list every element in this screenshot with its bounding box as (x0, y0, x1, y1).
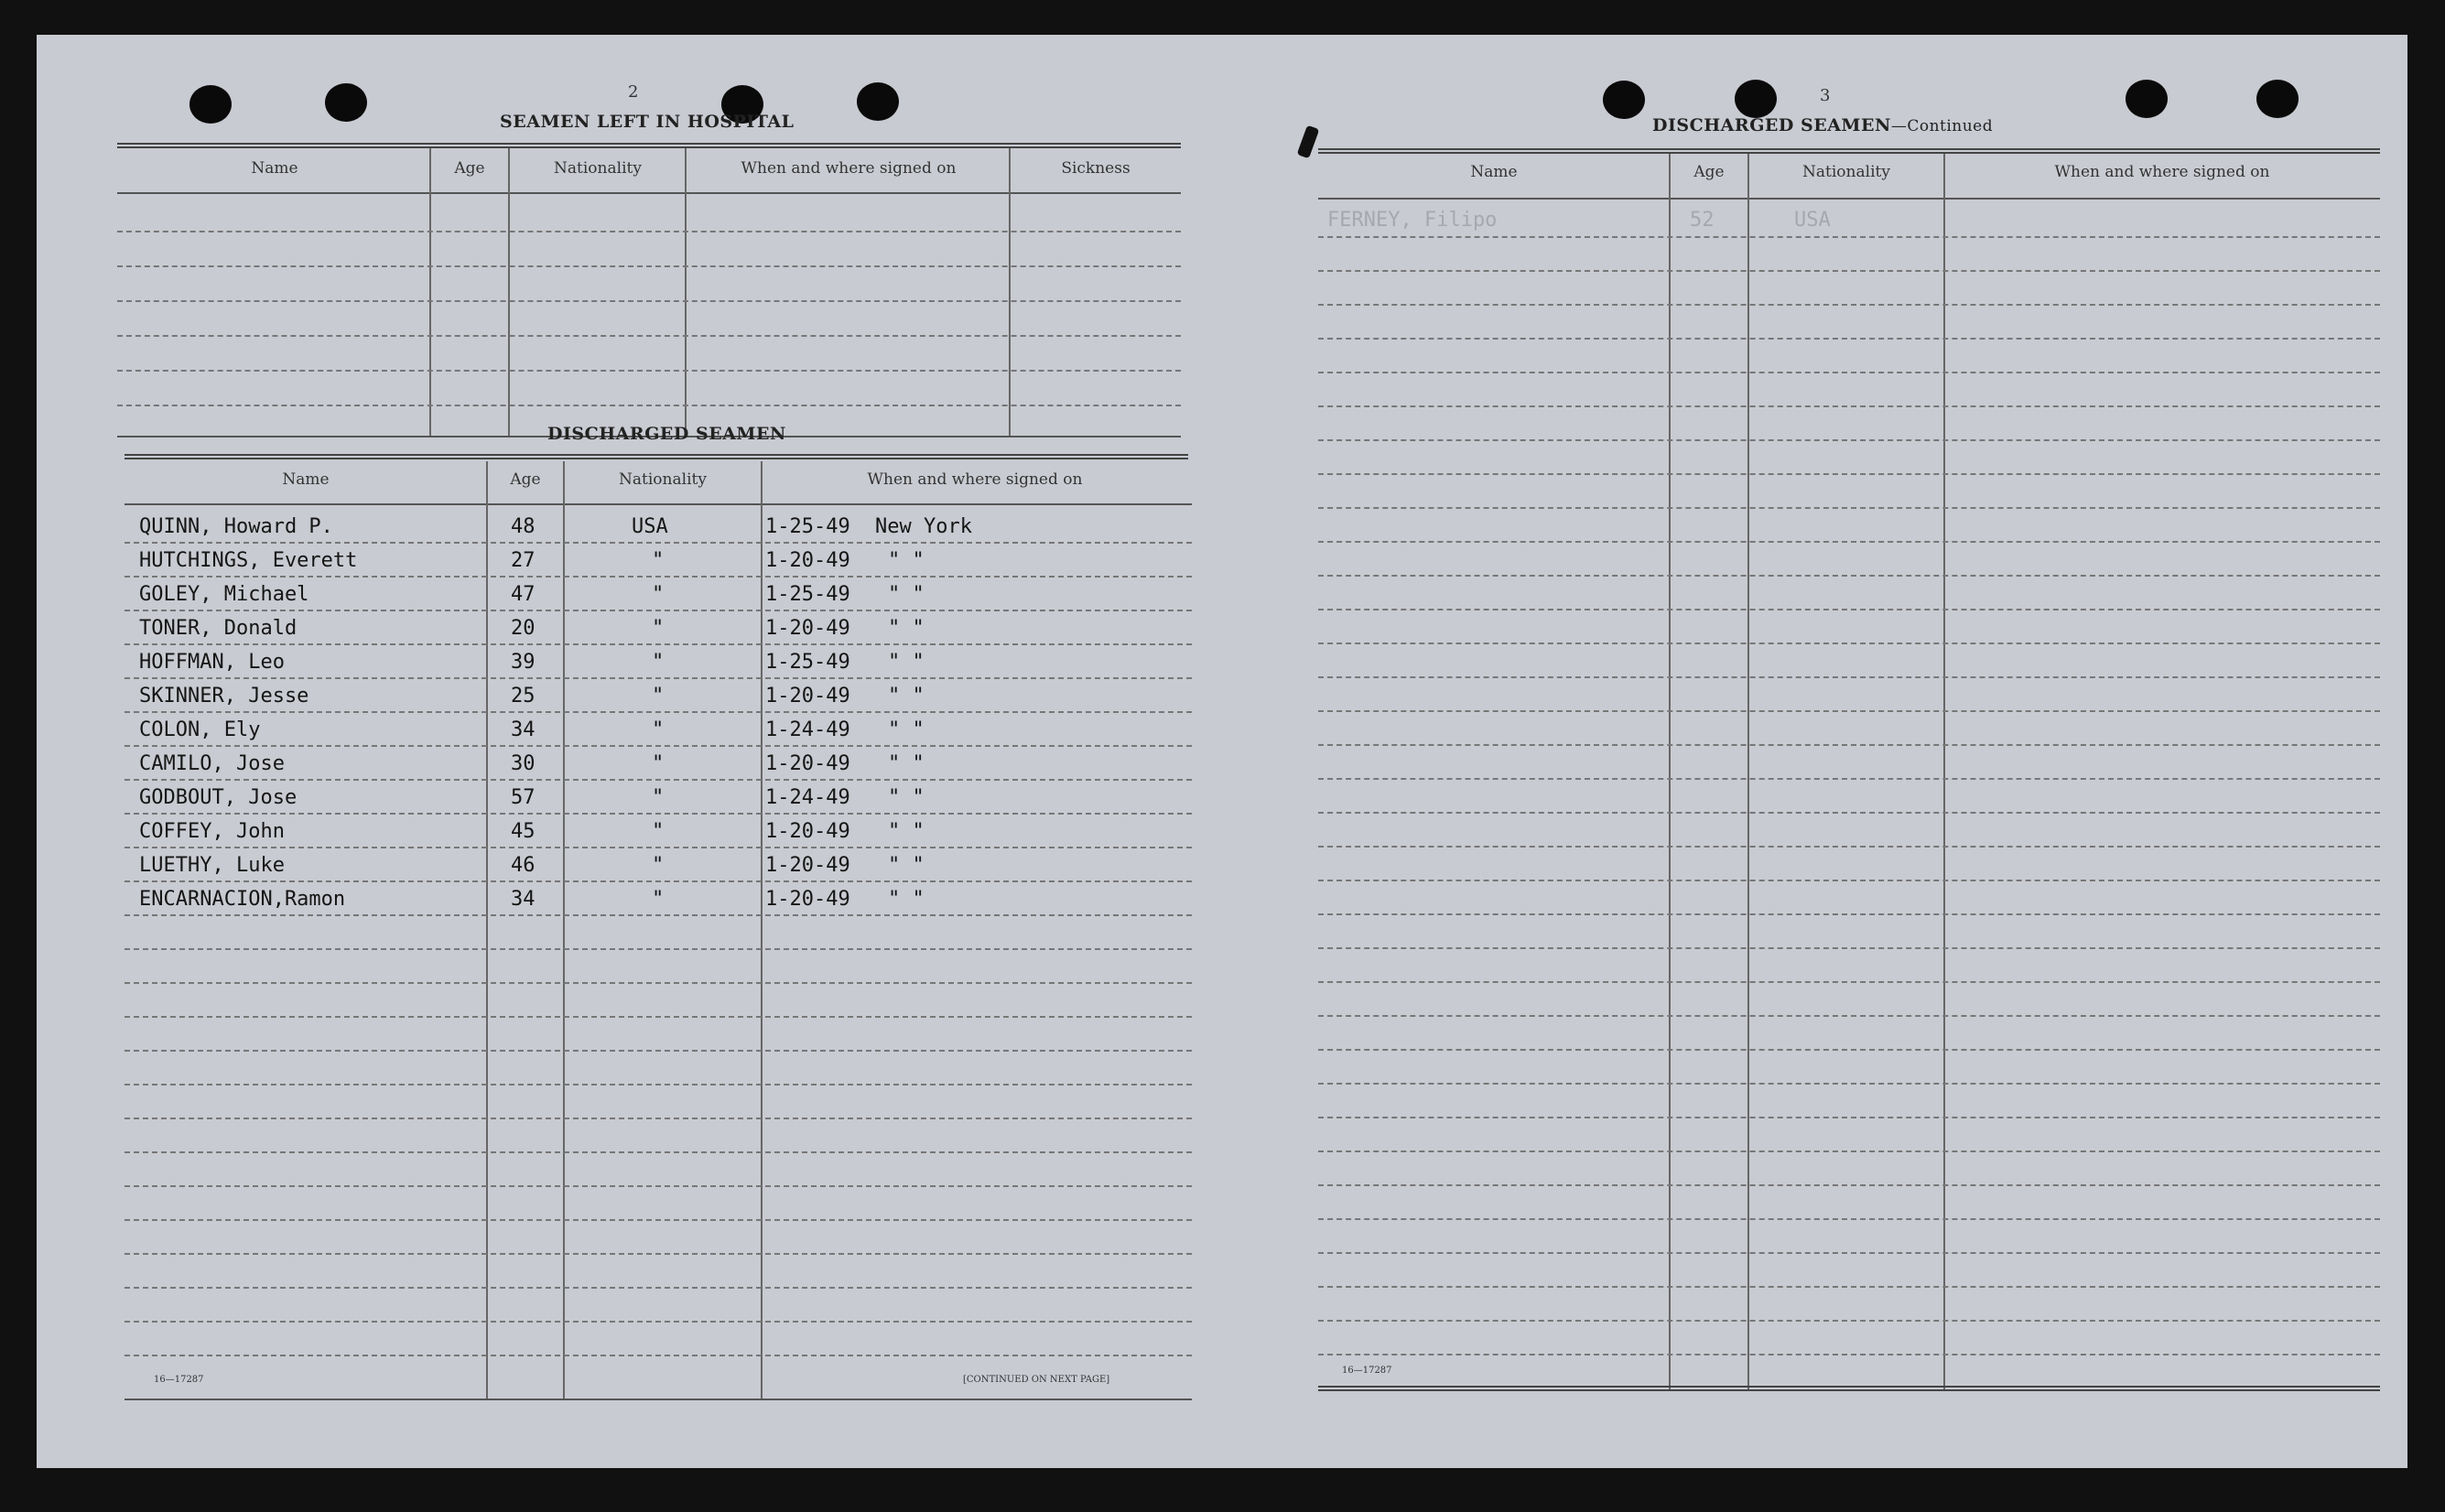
punch-hole (325, 83, 367, 122)
seaman-nationality: " (652, 651, 665, 674)
seaman-date: 1-25-49 (765, 515, 850, 538)
right-title-text: DISCHARGED SEAMEN (1652, 115, 1891, 135)
seaman-age: 47 (511, 583, 536, 606)
hospital-header-nationality: Nationality (554, 159, 642, 178)
seaman-place: " " (888, 752, 925, 775)
seaman-name: ENCARNACION,Ramon (139, 888, 346, 911)
row-rule (1318, 575, 2380, 577)
row-rule (1318, 778, 2380, 780)
punch-hole (1603, 81, 1645, 119)
row-rule (1318, 372, 2380, 373)
seaman-nationality: USA (632, 515, 668, 538)
punch-hole (857, 82, 899, 121)
row-rule (1318, 304, 2380, 306)
seaman-place: " " (888, 820, 925, 843)
punch-hole (2126, 80, 2168, 118)
row-rule (117, 231, 1181, 232)
seaman-date: 1-24-49 (765, 786, 850, 809)
seaman-nationality: " (652, 549, 665, 572)
seaman-date: 1-20-49 (765, 549, 850, 572)
row-rule (1318, 1184, 2380, 1186)
seaman-age: 45 (511, 820, 536, 843)
right-table-top-rule (1318, 148, 2380, 154)
row-rule (1318, 812, 2380, 814)
column-divider (761, 461, 763, 1400)
row-rule (1318, 405, 2380, 407)
right-header-signed-on: When and where signed on (2054, 163, 2270, 181)
seaman-nationality: " (652, 854, 665, 877)
row-rule (124, 1016, 1192, 1018)
seaman-name: COFFEY, John (139, 820, 285, 843)
row-rule (1318, 846, 2380, 848)
row-rule (124, 1084, 1192, 1085)
seaman-name: SKINNER, Jesse (139, 685, 309, 707)
right-form-number: 16—17287 (1342, 1366, 1392, 1376)
faint-seaman-nationality: USA (1794, 209, 1831, 232)
left-form-number: 16—17287 (154, 1375, 204, 1385)
seaman-nationality: " (652, 888, 665, 911)
left-page-number: 2 (628, 82, 639, 102)
row-rule (124, 1253, 1192, 1255)
column-divider (429, 148, 431, 437)
row-rule (124, 1050, 1192, 1052)
hospital-section-title: SEAMEN LEFT IN HOSPITAL (500, 112, 795, 132)
row-rule (1318, 1320, 2380, 1322)
row-rule (1318, 1354, 2380, 1355)
seaman-nationality: " (652, 718, 665, 741)
row-rule (117, 265, 1181, 267)
discharged-table-top-rule (124, 454, 1188, 459)
column-divider (563, 461, 565, 1400)
row-rule (1318, 507, 2380, 509)
seaman-date: 1-20-49 (765, 685, 850, 707)
seaman-date: 1-20-49 (765, 854, 850, 877)
discharged-header-rule (124, 503, 1192, 505)
row-rule (1318, 1218, 2380, 1220)
discharged-table-bottom-rule (124, 1399, 1192, 1400)
right-header-nationality: Nationality (1802, 163, 1890, 181)
seaman-nationality: " (652, 685, 665, 707)
row-rule (1318, 1083, 2380, 1085)
seaman-place: " " (888, 685, 925, 707)
right-header-name: Name (1470, 163, 1518, 181)
seaman-name: COLON, Ely (139, 718, 261, 741)
row-rule (1318, 1150, 2380, 1152)
row-rule (1318, 1117, 2380, 1118)
row-rule (117, 370, 1181, 372)
row-rule (1318, 541, 2380, 543)
right-title-continued: —Continued (1890, 117, 1994, 135)
seaman-date: 1-20-49 (765, 888, 850, 911)
seaman-age: 39 (511, 651, 536, 674)
seaman-age: 20 (511, 617, 536, 640)
seaman-name: GODBOUT, Jose (139, 786, 298, 809)
seaman-place: " " (888, 617, 925, 640)
seaman-nationality: " (652, 617, 665, 640)
seaman-name: GOLEY, Michael (139, 583, 309, 606)
column-divider (508, 148, 510, 437)
right-section-title (1652, 115, 1993, 135)
row-rule (124, 1287, 1192, 1289)
punch-hole (1735, 80, 1777, 118)
document-sheet (37, 35, 2407, 1468)
right-page-number: 3 (1820, 86, 1831, 105)
seaman-place: New York (875, 515, 972, 538)
hospital-header-rule (117, 192, 1181, 194)
row-rule (124, 1219, 1192, 1221)
row-rule (1318, 913, 2380, 915)
row-rule (124, 948, 1192, 950)
seaman-date: 1-24-49 (765, 718, 850, 741)
row-rule (1318, 473, 2380, 475)
seaman-nationality: " (652, 752, 665, 775)
row-rule (124, 610, 1192, 611)
row-rule (124, 880, 1192, 882)
seaman-date: 1-20-49 (765, 820, 850, 843)
row-rule (1318, 981, 2380, 983)
row-rule (1318, 1015, 2380, 1017)
row-rule (124, 982, 1192, 984)
seaman-place: " " (888, 549, 925, 572)
row-rule (1318, 947, 2380, 949)
discharged-header-name: Name (282, 470, 330, 489)
faint-seaman-age: 52 (1690, 209, 1715, 232)
row-rule (124, 1185, 1192, 1187)
seaman-nationality: " (652, 583, 665, 606)
row-rule (1318, 744, 2380, 746)
row-rule (124, 711, 1192, 713)
seaman-name: LUETHY, Luke (139, 854, 285, 877)
row-rule (124, 745, 1192, 747)
discharged-section-title: DISCHARGED SEAMEN (547, 424, 786, 444)
discharged-header-nationality: Nationality (619, 470, 707, 489)
seaman-place: " " (888, 583, 925, 606)
row-rule (124, 1118, 1192, 1119)
faint-seaman-name: FERNEY, Filipo (1327, 209, 1498, 232)
row-rule (124, 847, 1192, 848)
discharged-header-signed-on: When and where signed on (867, 470, 1083, 489)
seaman-name: QUINN, Howard P. (139, 515, 333, 538)
seaman-place: " " (888, 651, 925, 674)
row-rule (124, 542, 1192, 544)
seaman-age: 27 (511, 549, 536, 572)
seaman-place: " " (888, 786, 925, 809)
seaman-age: 48 (511, 515, 536, 538)
punch-hole (189, 85, 232, 124)
row-rule (124, 643, 1192, 645)
row-rule (124, 1355, 1192, 1356)
seaman-age: 30 (511, 752, 536, 775)
seaman-age: 34 (511, 888, 536, 911)
right-table-bottom-rule (1318, 1386, 2380, 1391)
seaman-name: TONER, Donald (139, 617, 298, 640)
seaman-nationality: " (652, 820, 665, 843)
hospital-header-name: Name (251, 159, 298, 178)
row-rule (1318, 880, 2380, 881)
seaman-nationality: " (652, 786, 665, 809)
row-rule (1318, 710, 2380, 712)
row-rule (1318, 643, 2380, 644)
continued-note: [CONTINUED ON NEXT PAGE] (963, 1375, 1110, 1385)
row-rule (1318, 1286, 2380, 1288)
row-rule (1318, 1252, 2380, 1254)
right-header-rule (1318, 198, 2380, 200)
row-rule (124, 1321, 1192, 1323)
row-rule (124, 677, 1192, 679)
punch-hole (2256, 80, 2299, 118)
row-rule (1318, 676, 2380, 678)
row-rule (124, 779, 1192, 781)
row-rule (124, 576, 1192, 578)
seaman-date: 1-25-49 (765, 583, 850, 606)
row-rule (1318, 270, 2380, 272)
seaman-date: 1-20-49 (765, 752, 850, 775)
row-rule (117, 300, 1181, 302)
column-divider (1009, 148, 1011, 437)
row-rule (117, 335, 1181, 337)
seaman-place: " " (888, 718, 925, 741)
ink-mark (1297, 125, 1320, 159)
discharged-header-age: Age (510, 470, 541, 489)
row-rule (124, 914, 1192, 916)
column-divider (685, 148, 687, 437)
row-rule (124, 813, 1192, 815)
hospital-header-age: Age (454, 159, 485, 178)
seaman-age: 34 (511, 718, 536, 741)
hospital-header-sickness: Sickness (1061, 159, 1131, 178)
hospital-table-top-rule (117, 143, 1181, 148)
seaman-age: 57 (511, 786, 536, 809)
row-rule (1318, 1049, 2380, 1051)
seaman-place: " " (888, 888, 925, 911)
row-rule (124, 1151, 1192, 1153)
row-rule (1318, 609, 2380, 610)
seaman-age: 25 (511, 685, 536, 707)
seaman-place: " " (888, 854, 925, 877)
seaman-age: 46 (511, 854, 536, 877)
seaman-name: CAMILO, Jose (139, 752, 285, 775)
hospital-header-signed-on: When and where signed on (741, 159, 957, 178)
row-rule (1318, 338, 2380, 340)
column-divider (486, 461, 488, 1400)
seaman-date: 1-25-49 (765, 651, 850, 674)
row-rule (1318, 439, 2380, 441)
seaman-name: HOFFMAN, Leo (139, 651, 285, 674)
row-rule (1318, 236, 2380, 238)
right-header-age: Age (1693, 163, 1725, 181)
row-rule (117, 405, 1181, 406)
seaman-name: HUTCHINGS, Everett (139, 549, 358, 572)
seaman-date: 1-20-49 (765, 617, 850, 640)
